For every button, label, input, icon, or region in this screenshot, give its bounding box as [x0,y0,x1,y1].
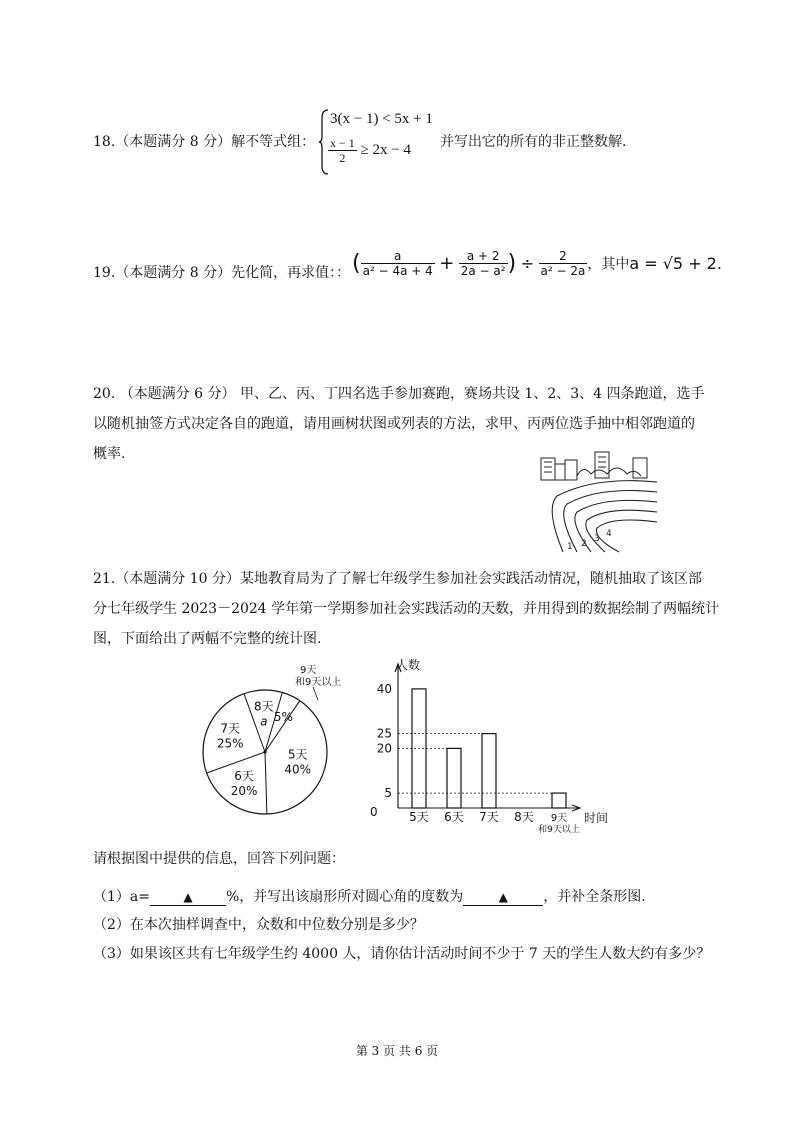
x-tick-label: 5天 [409,810,429,824]
running-track-illustration [535,448,665,554]
pie-slice-label: 5天 [287,747,308,762]
q19-f3-numerator: 2 [539,249,588,264]
q19-fraction-3 [539,249,588,278]
q19-f2-denominator: 2a − a² [460,264,506,278]
answer-blank-a[interactable] [150,889,226,906]
sub1-prefix: （1）a= [93,889,150,905]
bar [552,793,566,808]
pie-chart [195,660,355,825]
pie-center [263,750,266,753]
lane-label-1: 1 [567,542,573,552]
pie-slice-label: 6天 [234,768,254,783]
q19-right-paren: ) [507,251,517,276]
q19-f3-denominator: a² − 2a [540,264,586,278]
y-tick-label: 5 [384,786,392,801]
pie-slice-value: 20% [230,783,258,798]
triangle-marker-2: ▲ [498,890,508,904]
q19-label: 19.（本题满分 8 分）先化简，再求值：： [93,265,351,281]
x-tick-label: 7天 [479,810,499,824]
page-footer: 第 3 页 共 6 页 [355,1044,439,1058]
q19-f2-numerator: a + 2 [459,249,508,264]
q19-f1-numerator: a [361,249,435,264]
pie-slice-value: a [260,714,268,729]
q18-inequality-1: 3(x − 1) < 5x + 1 [330,111,433,127]
q19-expression [352,249,722,278]
q20-line-2: 以随机抽签方式决定各自的跑道，请用画树状图或列表的方法，求甲、丙两位选手抽中相邻跑道的 [93,416,695,432]
bar [447,748,461,808]
pie-slice-value: 5% [273,710,293,725]
lane-label-2: 2 [581,539,587,549]
y-axis-label: 人数 [396,658,421,672]
x-tick-label: 9天 [550,813,568,824]
lane-label-4: 4 [606,529,612,539]
x-tick-label: 6天 [444,810,464,824]
y-tick-label: 0 [370,805,378,819]
q20-line-1: 20. （本题满分 6 分） 甲、乙、丙、丁四名选手参加赛跑，赛场共设 1、2、3、4 四条跑道，选手 [93,386,705,402]
q19-tail-text: ，其中 [587,256,630,273]
y-tick-label: 20 [376,741,392,756]
q19-tail-math: a = √5 + 2. [629,254,722,273]
pie-slice-label: 8天 [253,699,274,714]
pie-outer-label-line2: 和9天以上 [295,677,342,688]
pie-slice-value: 25% [216,736,244,751]
sub1-suffix: ，并补全条形图. [543,889,646,905]
q21-line-3: 图，下面给出了两幅不完整的统计图. [93,631,322,647]
q19-left-paren: ( [352,251,361,276]
q18-label: 18.（本题满分 8 分）解不等式组： [93,134,316,150]
q18-ineq2-rhs: ≥ 2x − 4 [360,141,411,158]
q19-f1-denominator: a² − 4a + 4 [362,264,433,278]
q18-ineq2-numerator: x − 1 [330,136,355,150]
bar-chart [362,658,622,838]
q21-line-2: 分七年级学生 2023－2024 学年第一学期参加社会实践活动的天数，并用得到的数据绘制了两幅统计 [93,601,720,617]
x-axis-label: 时间 [584,811,609,825]
q20-line-3: 概率. [93,446,126,462]
q21-line-1: 21.（本题满分 10 分）某地教育局为了了解七年级学生参加社会实践活动情况，随机抽取了该区部 [93,571,702,587]
q21-sub-1 [93,886,646,906]
lane-label-3: 3 [594,534,600,544]
triangle-marker-1: ▲ [183,890,193,904]
q19-fraction-2 [459,249,508,278]
q18-ineq2-denominator: 2 [339,151,346,165]
q18-tail: 并写出它的所有的非正整数解. [440,134,627,150]
q21-sub-2: （2）在本次抽样调查中，众数和中位数分别是多少？ [93,917,424,933]
q19-divide: ÷ [520,254,535,273]
pie-slice-label: 7天 [220,721,241,736]
y-tick-label: 40 [376,681,392,696]
pie-outer-leader [313,687,318,700]
y-tick-label: 25 [376,726,392,741]
answer-blank-angle[interactable] [463,889,543,906]
sub1-middle: %，并写出该扇形所对圆心角的度数为 [225,889,464,905]
pie-slice-value: 40% [284,762,312,777]
x-tick-label-line2: 和9天以上 [538,825,580,835]
pie-outer-label-line1: 9天 [300,665,317,676]
q21-prompt: 请根据图中提供的信息，回答下列问题： [93,851,345,867]
q19-plus: + [439,253,455,274]
q19-fraction-1 [361,249,435,278]
q18-inequality-2 [328,136,411,165]
city-skyline [541,452,647,480]
x-tick-label: 8天 [514,810,534,824]
bar [482,734,496,808]
q21-sub-3: （3）如果该区共有七年级学生约 4000 人，请你估计活动时间不少于 7 天的学生人数大约有多少？ [93,946,711,962]
